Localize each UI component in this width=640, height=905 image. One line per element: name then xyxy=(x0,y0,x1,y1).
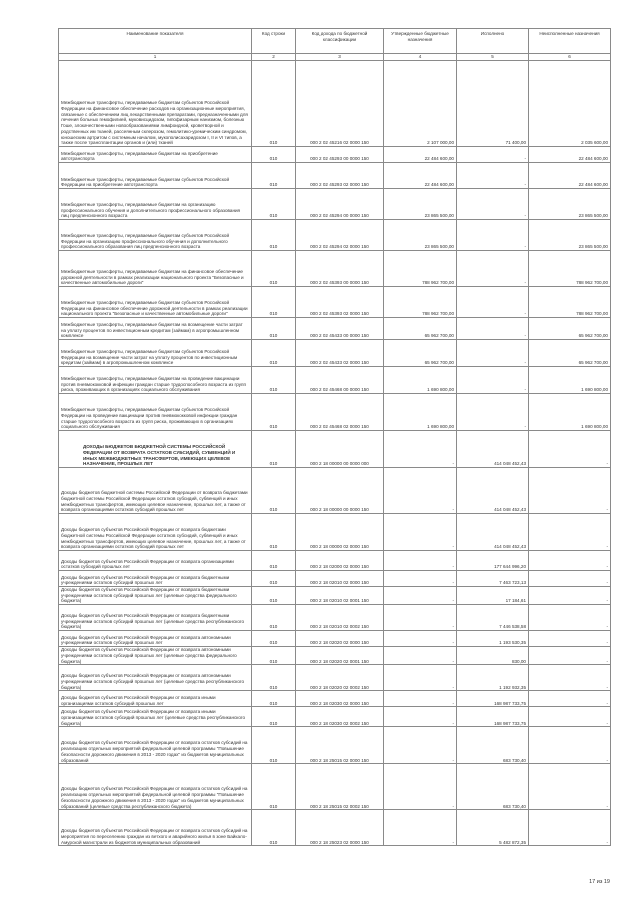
row-approved: - xyxy=(384,468,457,514)
row-unexecuted: - xyxy=(529,468,611,514)
row-name: Доходы бюджетов субъектов Российской Федерации от возврата остатков субсидий на мероприятия по переселению граждан из ветхого и аварийного жилья в зоне Байкало-Амурской магистрали из бюджетов муниципальных образований xyxy=(59,810,252,846)
row-approved: 23 865 500,00 xyxy=(384,220,457,251)
row-income-code: 000 2 18 02020 02 0000 150 xyxy=(296,631,384,647)
row-income-code: 000 2 18 25023 02 0000 150 xyxy=(296,810,384,846)
row-income-code: 000 2 18 02030 02 0002 150 xyxy=(296,707,384,727)
row-approved: - xyxy=(384,587,457,605)
table-row xyxy=(59,707,611,727)
row-income-code: 000 2 18 00000 02 0000 150 xyxy=(296,514,384,551)
row-name: Межбюджетные трансферты, передаваемые бюджетам субъектов Российской Федерации на финансовое обеспечение дорожной деятельности в рамках реализации национального проекта "Безопасные и качественные автомобильные дороги" xyxy=(59,287,252,318)
row-line-code: 010 xyxy=(252,514,296,551)
row-name: Доходы бюджетов субъектов Российской Федерации от возврата иными организациями остатков субсидий прошлых лет xyxy=(59,691,252,707)
row-line-code: 010 xyxy=(252,571,296,587)
row-unexecuted: - xyxy=(529,571,611,587)
table-row xyxy=(59,631,611,647)
row-executed: - xyxy=(457,340,529,367)
row-executed: - xyxy=(457,147,529,163)
row-executed: 1 192 932,35 xyxy=(457,665,529,691)
row-approved: - xyxy=(384,764,457,810)
row-income-code: 000 2 18 02020 02 0001 150 xyxy=(296,647,384,665)
row-approved: 788 962 700,00 xyxy=(384,251,457,287)
column-number-row xyxy=(59,54,611,61)
row-unexecuted: - xyxy=(529,647,611,665)
row-line-code: 010 xyxy=(252,707,296,727)
row-income-code: 000 2 18 02010 02 0002 150 xyxy=(296,605,384,631)
column-number: 1 xyxy=(59,54,252,61)
header-income-code: Код дохода по бюджетной классификации xyxy=(296,29,384,54)
table-row xyxy=(59,514,611,551)
header-approved: Утвержденные бюджетные назначения xyxy=(384,29,457,54)
row-income-code: 000 2 02 45468 02 0000 150 xyxy=(296,394,384,431)
row-income-code: 000 2 02 45293 00 0000 150 xyxy=(296,147,384,163)
row-unexecuted: - xyxy=(529,691,611,707)
table-row xyxy=(59,61,611,147)
row-executed: 683 730,40 xyxy=(457,764,529,810)
row-approved: - xyxy=(384,551,457,571)
table-row xyxy=(59,367,611,394)
row-approved: 1 690 800,00 xyxy=(384,394,457,431)
header-unexecuted: Неисполненные назначения xyxy=(529,29,611,54)
row-approved: - xyxy=(384,810,457,846)
row-approved: - xyxy=(384,691,457,707)
row-income-code: 000 2 02 45433 00 0000 150 xyxy=(296,318,384,340)
row-name: Межбюджетные трансферты, передаваемые бюджетам субъектов Российской Федерации на возмещение части затрат на уплату процентов по инвестиционным кредитам (займам) в агропромышленном комплексе xyxy=(59,340,252,367)
row-income-code: 000 2 02 45216 02 0000 150 xyxy=(296,61,384,147)
row-line-code: 010 xyxy=(252,394,296,431)
row-name: Межбюджетные трансферты, передаваемые бюджетам субъектов Российской Федерации на организацию профессионального обучения и дополнительного профессионального образования лиц предпенсионного возраста xyxy=(59,220,252,251)
row-approved: 22 484 600,00 xyxy=(384,163,457,189)
table-row xyxy=(59,163,611,189)
row-name: ДОХОДЫ БЮДЖЕТОВ БЮДЖЕТНОЙ СИСТЕМЫ РОССИЙСКОЙ ФЕДЕРАЦИИ ОТ ВОЗВРАТА ОСТАТКОВ СУБСИДИЙ, СУБВЕНЦИЙ И ИНЫХ МЕЖБЮДЖЕТНЫХ ТРАНСФЕРТОВ, ИМЕЮЩИХ ЦЕЛЕВОЕ НАЗНАЧЕНИЕ, ПРОШЛЫХ ЛЕТ xyxy=(59,431,252,468)
row-name: Доходы бюджетов субъектов Российской Федерации от возврата остатков субсидий на реализацию отдельных мероприятий федеральной целевой программы "Повышение безопасности дорожного движения в 2013 - 2020 годах" из бюджетов муниципальных образований xyxy=(59,727,252,764)
table-row xyxy=(59,431,611,468)
row-line-code: 010 xyxy=(252,147,296,163)
row-line-code: 010 xyxy=(252,631,296,647)
row-unexecuted: 1 690 800,00 xyxy=(529,367,611,394)
table-row xyxy=(59,251,611,287)
row-name: Межбюджетные трансферты, передаваемые бюджетам субъектов Российской Федерации на приобретение автотранспорта xyxy=(59,163,252,189)
row-approved: - xyxy=(384,647,457,665)
row-approved: - xyxy=(384,571,457,587)
table-row xyxy=(59,318,611,340)
column-number: 6 xyxy=(529,54,611,61)
row-approved: - xyxy=(384,631,457,647)
table-row xyxy=(59,727,611,764)
row-executed: - xyxy=(457,287,529,318)
row-unexecuted: 1 690 800,00 xyxy=(529,394,611,431)
header-executed: Исполнено xyxy=(457,29,529,54)
table-row xyxy=(59,551,611,571)
row-unexecuted: 65 962 700,00 xyxy=(529,340,611,367)
row-approved: 65 962 700,00 xyxy=(384,340,457,367)
row-approved: 1 690 800,00 xyxy=(384,367,457,394)
row-executed: 177 644 996,20 xyxy=(457,551,529,571)
row-income-code: 000 2 18 02000 02 0000 150 xyxy=(296,551,384,571)
row-executed: - xyxy=(457,220,529,251)
row-income-code: 000 2 02 45468 00 0000 150 xyxy=(296,367,384,394)
row-executed: 7 463 723,13 xyxy=(457,571,529,587)
row-executed: 1 193 530,35 xyxy=(457,631,529,647)
row-name: Межбюджетные трансферты, передаваемые бюджетам на организацию профессионального обучения и дополнительного профессионального образования лиц предпенсионного возраста xyxy=(59,189,252,220)
row-approved: - xyxy=(384,707,457,727)
row-income-code: 000 2 18 25015 02 0002 150 xyxy=(296,764,384,810)
table-row xyxy=(59,810,611,846)
row-line-code: 010 xyxy=(252,727,296,764)
row-name: Межбюджетные трансферты, передаваемые бюджетам субъектов Российской Федерации на проведение вакцинации против пневмококковой инфекции граждан старше трудоспособного возраста из групп риска, проживающих в организациях социального обслуживания xyxy=(59,394,252,431)
row-unexecuted: - xyxy=(529,631,611,647)
row-name: Межбюджетные трансферты, передаваемые бюджетам на приобретение автотранспорта xyxy=(59,147,252,163)
table-row xyxy=(59,764,611,810)
row-line-code: 010 xyxy=(252,220,296,251)
table-row xyxy=(59,691,611,707)
row-income-code: 000 2 02 45294 02 0000 150 xyxy=(296,220,384,251)
row-approved: - xyxy=(384,665,457,691)
row-unexecuted: - xyxy=(529,810,611,846)
row-unexecuted: - xyxy=(529,707,611,727)
row-line-code: 010 xyxy=(252,189,296,220)
row-approved: - xyxy=(384,605,457,631)
row-line-code: 010 xyxy=(252,665,296,691)
table-row xyxy=(59,468,611,514)
table-header-row xyxy=(59,29,611,54)
row-executed: 71 400,00 xyxy=(457,61,529,147)
row-name: Доходы бюджетов субъектов Российской Федерации от возврата бюджетами бюджетной системы Российской Федерации остатков субсидий, субвенций и иных межбюджетных трансфертов, имеющих целевое назначение, прошлых лет, а также от возврата организациями остатков субсидий прошлых лет xyxy=(59,514,252,551)
column-number: 4 xyxy=(384,54,457,61)
row-unexecuted: - xyxy=(529,764,611,810)
row-name: Доходы бюджетов субъектов Российской Федерации от возврата бюджетными учреждениями остатков субсидий прошлых лет xyxy=(59,571,252,587)
row-name: Доходы бюджетов субъектов Российской Федерации от возврата остатков субсидий на реализацию отдельных мероприятий федеральной целевой программы "Повышение безопасности дорожного движения в 2013 - 2020 годах" из бюджетов муниципальных образований (целевые средства республиканского бюджета) xyxy=(59,764,252,810)
row-executed: - xyxy=(457,163,529,189)
row-unexecuted: - xyxy=(529,727,611,764)
row-name: Доходы бюджетов бюджетной системы Российской Федерации от возврата бюджетами бюджетной системы Российской Федерации остатков субсидий, субвенций и иных межбюджетных трансфертов, имеющих целевое назначение, прошлых лет, а также от возврата организациями остатков субсидий прошлых лет xyxy=(59,468,252,514)
row-approved: 788 962 700,00 xyxy=(384,287,457,318)
row-executed: 414 048 452,43 xyxy=(457,468,529,514)
row-executed: 414 048 452,43 xyxy=(457,431,529,468)
table-row xyxy=(59,647,611,665)
table-row xyxy=(59,220,611,251)
row-executed: - xyxy=(457,251,529,287)
row-approved: 65 962 700,00 xyxy=(384,318,457,340)
row-income-code: 000 2 02 45393 00 0000 150 xyxy=(296,251,384,287)
row-unexecuted: - xyxy=(529,431,611,468)
row-executed: 17 184,61 xyxy=(457,587,529,605)
row-line-code: 010 xyxy=(252,367,296,394)
row-line-code: 010 xyxy=(252,287,296,318)
row-unexecuted: 22 484 600,00 xyxy=(529,163,611,189)
table-row xyxy=(59,189,611,220)
row-income-code: 000 2 02 45293 02 0000 150 xyxy=(296,163,384,189)
row-name: Доходы бюджетов субъектов Российской Федерации от возврата организациями остатков субсидий прошлых лет xyxy=(59,551,252,571)
row-name: Доходы бюджетов субъектов Российской Федерации от возврата автономными учреждениями остатков субсидий прошлых лет (целевые средства федерального бюджета) xyxy=(59,647,252,665)
column-number: 5 xyxy=(457,54,529,61)
row-executed: - xyxy=(457,394,529,431)
row-approved: - xyxy=(384,727,457,764)
row-income-code: 000 2 18 02010 02 0001 150 xyxy=(296,587,384,605)
row-name: Доходы бюджетов субъектов Российской Федерации от возврата автономными учреждениями остатков субсидий прошлых лет xyxy=(59,631,252,647)
row-unexecuted: - xyxy=(529,587,611,605)
table-row xyxy=(59,571,611,587)
budget-execution-table xyxy=(58,28,611,846)
row-name: Доходы бюджетов субъектов Российской Федерации от возврата бюджетными учреждениями остатков субсидий прошлых лет (целевые средства федерального бюджета) xyxy=(59,587,252,605)
row-line-code: 010 xyxy=(252,587,296,605)
row-line-code: 010 xyxy=(252,691,296,707)
row-approved: - xyxy=(384,514,457,551)
row-executed: - xyxy=(457,318,529,340)
row-line-code: 010 xyxy=(252,764,296,810)
row-income-code: 000 2 18 02030 02 0000 150 xyxy=(296,691,384,707)
row-line-code: 010 xyxy=(252,810,296,846)
row-line-code: 010 xyxy=(252,431,296,468)
row-executed: - xyxy=(457,189,529,220)
row-name: Межбюджетные трансферты, передаваемые бюджетам на финансовое обеспечение дорожной деятельности в рамках реализации национального проекта "Безопасные и качественные автомобильные дороги" xyxy=(59,251,252,287)
row-income-code: 000 2 02 45433 02 0000 150 xyxy=(296,340,384,367)
row-line-code: 010 xyxy=(252,468,296,514)
header-name: Наименование показателя xyxy=(59,29,252,54)
table-row xyxy=(59,605,611,631)
row-income-code: 000 2 02 45393 02 0000 150 xyxy=(296,287,384,318)
column-number: 2 xyxy=(252,54,296,61)
row-unexecuted: 788 962 700,00 xyxy=(529,251,611,287)
row-unexecuted: - xyxy=(529,665,611,691)
table-row xyxy=(59,587,611,605)
row-line-code: 010 xyxy=(252,251,296,287)
table-row xyxy=(59,665,611,691)
column-number: 3 xyxy=(296,54,384,61)
header-line-code: Код строки xyxy=(252,29,296,54)
row-approved: 23 865 500,00 xyxy=(384,189,457,220)
row-line-code: 010 xyxy=(252,318,296,340)
row-executed: 168 987 733,75 xyxy=(457,707,529,727)
row-line-code: 010 xyxy=(252,605,296,631)
row-executed: 168 987 733,75 xyxy=(457,691,529,707)
row-executed: 830,00 xyxy=(457,647,529,665)
row-name: Доходы бюджетов субъектов Российской Федерации от возврата бюджетными учреждениями остатков субсидий прошлых лет (целевые средства республиканского бюджета) xyxy=(59,605,252,631)
row-unexecuted: - xyxy=(529,551,611,571)
row-executed: 5 482 872,35 xyxy=(457,810,529,846)
table-row xyxy=(59,340,611,367)
table-row xyxy=(59,394,611,431)
row-line-code: 010 xyxy=(252,340,296,367)
row-name: Межбюджетные трансферты, передаваемые бюджетам на возмещение части затрат на уплату процентов по инвестиционным кредитам (займам) в агропромышленном комплексе xyxy=(59,318,252,340)
row-unexecuted: 23 865 500,00 xyxy=(529,220,611,251)
row-unexecuted: - xyxy=(529,605,611,631)
table-row xyxy=(59,287,611,318)
row-name: Межбюджетные трансферты, передаваемые бюджетам на проведение вакцинации против пневмококковой инфекции граждан старше трудоспособного возраста из групп риска, проживающих в организациях социального обслуживания xyxy=(59,367,252,394)
row-income-code: 000 2 18 25015 02 0000 150 xyxy=(296,727,384,764)
row-approved: 2 107 000,00 xyxy=(384,61,457,147)
row-name: Доходы бюджетов субъектов Российской Федерации от возврата иными организациями остатков субсидий прошлых лет (целевые средства республиканского бюджета) xyxy=(59,707,252,727)
row-income-code: 000 2 02 45294 00 0000 150 xyxy=(296,189,384,220)
row-unexecuted: 23 865 500,00 xyxy=(529,189,611,220)
row-unexecuted: 22 484 600,00 xyxy=(529,147,611,163)
row-name: Доходы бюджетов субъектов Российской Федерации от возврата автономными учреждениями остатков субсидий прошлых лет (целевые средства республиканского бюджета) xyxy=(59,665,252,691)
table-row xyxy=(59,147,611,163)
row-line-code: 010 xyxy=(252,61,296,147)
row-income-code: 000 2 18 02010 02 0000 150 xyxy=(296,571,384,587)
row-approved: - xyxy=(384,431,457,468)
row-income-code: 000 2 18 02020 02 0002 150 xyxy=(296,665,384,691)
row-approved: 22 484 600,00 xyxy=(384,147,457,163)
row-line-code: 010 xyxy=(252,551,296,571)
row-unexecuted: 65 962 700,00 xyxy=(529,318,611,340)
row-unexecuted: 788 962 700,00 xyxy=(529,287,611,318)
row-income-code: 000 2 18 00000 00 0000 150 xyxy=(296,468,384,514)
row-unexecuted: - xyxy=(529,514,611,551)
row-name: Межбюджетные трансферты, передаваемые бюджетам субъектов Российской Федерации на финансовое обеспечение расходов на организационные мероприятия, связанные с обеспечением лиц лекарственными препаратами, предназначенными для лечения больных гемофилией, муковисцидозом, гипофизарным нанизмом, болезнью Гоше, злокачественными новообразованиями лимфоидной, кроветворной и родственных им тканей, рассеянным склерозом, гемолитико-уремическим синдромом, юношеским артритом с системным началом, мукополисахаридозом I, II и VI типов, а также после трансплантации органов и (или) тканей xyxy=(59,61,252,147)
page-number: 17 из 19 xyxy=(589,879,610,885)
row-line-code: 010 xyxy=(252,163,296,189)
row-income-code: 000 2 18 00000 00 0000 000 xyxy=(296,431,384,468)
row-unexecuted: 2 035 600,00 xyxy=(529,61,611,147)
row-line-code: 010 xyxy=(252,647,296,665)
row-executed: - xyxy=(457,367,529,394)
row-executed: 414 048 452,43 xyxy=(457,514,529,551)
row-executed: 7 446 538,58 xyxy=(457,605,529,631)
row-executed: 683 730,40 xyxy=(457,727,529,764)
